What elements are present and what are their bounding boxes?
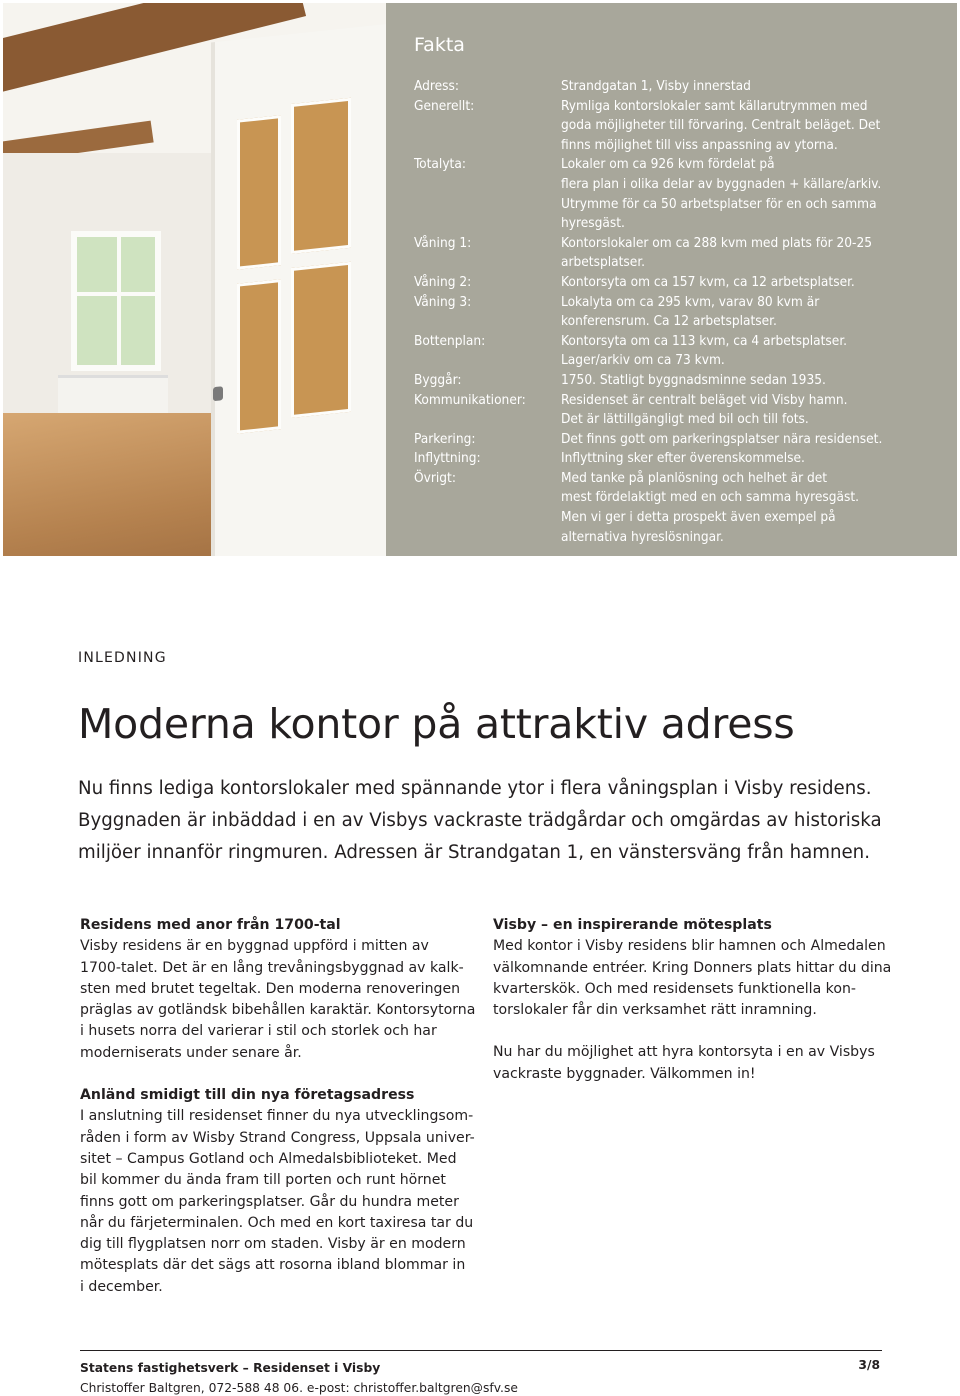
fact-row-vaning-2 [414, 273, 954, 293]
text-line: moderniserats under senare år. [80, 1044, 302, 1061]
fact-label: Kommunikationer: [414, 391, 526, 408]
door-pane [237, 115, 281, 270]
fact-value [561, 273, 954, 293]
text-line: sitet – Campus Gotland och Almedalsbiblioteket. Med [80, 1150, 457, 1167]
interior-photo [3, 3, 386, 556]
fact-value-line: konferensrum. Ca 12 arbetsplatser. [561, 313, 777, 330]
fact-label: Bottenplan: [414, 332, 486, 349]
fact-value [561, 391, 954, 430]
text-line: i december. [80, 1278, 163, 1295]
fact-value-line: Inflyttning sker efter överenskommelse. [561, 450, 805, 467]
photo-door [211, 24, 386, 556]
fact-label: Inflyttning: [414, 450, 481, 467]
fakta-title: Fakta [414, 34, 465, 56]
fact-value-line: mest fördelaktigt med en och samma hyresgäst. [561, 489, 860, 506]
fact-value-line: Lager/arkiv om ca 73 kvm. [561, 352, 725, 369]
fact-value [561, 449, 954, 469]
fact-row-adress [414, 77, 954, 97]
fact-value-line: hyresgäst. [561, 215, 625, 232]
footer [80, 1358, 518, 1396]
fakta-panel [386, 3, 957, 556]
text-line: 1700-talet. Det är en lång trevåningsbyggnad av kalk- [80, 959, 464, 976]
text-line: präglas av gotländsk bibehållen karaktär. Kontorsytorna [80, 1002, 476, 1019]
text-line: dig till flygplatsen norr om staden. Visby är en modern [80, 1236, 466, 1253]
ingress-line: miljöer innanför ringmuren. Adressen är Strandgatan 1, en vänstersväng från hamnen. [78, 842, 870, 863]
text-line: vackraste byggnader. Välkommen in! [493, 1065, 756, 1082]
footer-title: Statens fastighetsverk – Residenset i Visby [80, 1361, 381, 1375]
text-line: kvarterskök. Och med residensets funktionella kon- [493, 980, 856, 997]
page-number: 3/8 [858, 1358, 880, 1372]
article-block [80, 915, 475, 1064]
fact-value-line: Det finns gott om parkeringsplatser nära residenset. [561, 430, 883, 447]
door-handle [213, 386, 223, 401]
fact-row-totalyta [414, 155, 954, 233]
right-column [493, 915, 892, 1106]
section-label: INLEDNING [78, 650, 167, 666]
fact-value [561, 155, 954, 233]
fact-value-line: arbetsplatser. [561, 254, 645, 271]
photo-radiator [58, 375, 168, 415]
article-block [493, 915, 892, 1021]
fact-label: Totalyta: [414, 156, 466, 173]
fact-value [561, 332, 954, 371]
text-line: mötesplats där det sägs att rosorna ibland blommar in [80, 1257, 466, 1274]
fact-value-line: Residenset är centralt beläget vid Visby hamn. [561, 391, 848, 408]
fact-value-line: flera plan i olika delar av byggnaden + källare/arkiv. [561, 175, 882, 192]
fact-value-line: alternativa hyreslösningar. [561, 528, 724, 545]
door-pane [291, 98, 351, 254]
left-column [80, 915, 475, 1319]
page-title: Moderna kontor på attraktiv adress [78, 700, 795, 748]
fact-value-line: Kontorsyta om ca 157 kvm, ca 12 arbetsplatser. [561, 273, 855, 290]
fact-value-line: Strandgatan 1, Visby innerstad [561, 78, 751, 94]
fact-label: Generellt: [414, 97, 475, 114]
fact-value-line: Men vi ger i detta prospekt även exempel på [561, 509, 836, 526]
text-line: torslokaler får din verksamhet rätt inramning. [493, 1002, 817, 1019]
door-pane [291, 262, 351, 418]
text-line: Visby residens är en byggnad uppförd i mitten av [80, 938, 429, 955]
fact-value-line: Kontorsyta om ca 113 kvm, ca 4 arbetsplatser. [561, 332, 847, 349]
fact-row-bottenplan [414, 332, 954, 371]
fact-value-line: Utrymme för ca 50 arbetsplatser för en och samma [561, 195, 877, 212]
fact-label: Våning 1: [414, 234, 472, 251]
fact-label: Parkering: [414, 430, 476, 447]
ingress-line: Byggnaden är inbäddad i en av Visbys vackraste trädgårdar och omgärdas av historiska [78, 810, 882, 831]
fact-row-parkering [414, 430, 954, 450]
fact-row-kommunikationer [414, 391, 954, 430]
fact-value [561, 430, 954, 450]
text-line: når du färjeterminalen. Och med en kort taxiresa tar du [80, 1214, 474, 1231]
fakta-list [414, 77, 954, 547]
block-text [80, 936, 475, 1064]
text-line: I anslutning till residenset finner du nya utvecklingsom- [80, 1108, 474, 1125]
door-pane [237, 279, 281, 434]
block-heading: Visby – en inspirerande mötesplats [493, 917, 772, 933]
text-line: bil kommer du ända fram till porten och runt hörnet [80, 1172, 446, 1189]
fact-row-vaning-3 [414, 293, 954, 332]
block-heading: Anländ smidigt till din nya företagsadress [80, 1087, 415, 1104]
fact-value [561, 469, 954, 547]
article-block [493, 1042, 888, 1085]
fact-label: Våning 2: [414, 273, 472, 290]
fact-value-line: Med tanke på planlösning och helhet är det [561, 469, 828, 486]
ingress-paragraph [78, 773, 898, 869]
block-heading: Residens med anor från 1700-tal [80, 917, 341, 933]
fact-value [561, 234, 954, 273]
fact-value-line: Rymliga kontorslokaler samt källarutrymmen med [561, 97, 868, 114]
fact-value-line: finns möjlighet till viss anpassning av ytorna. [561, 136, 838, 153]
block-text [493, 1042, 888, 1085]
fact-row-byggar [414, 371, 954, 391]
text-line: sten med brutet tegeltak. Den moderna renoveringen [80, 980, 461, 997]
text-line: finns gott om parkeringsplatser. Går du hundra meter [80, 1193, 459, 1210]
fact-value-line: Lokalyta om ca 295 kvm, varav 80 kvm är [561, 293, 820, 310]
fact-label: Våning 3: [414, 293, 472, 310]
fact-row-inflyttning [414, 449, 954, 469]
fact-value [561, 97, 954, 156]
text-line: i husets norra del varierar i stil och storlek och har [80, 1023, 437, 1040]
fact-label: Adress: [414, 78, 460, 94]
text-line: råden i form av Wisby Strand Congress, Uppsala univer- [80, 1129, 475, 1146]
fact-value-line: Det är lättillgängligt med bil och till fots. [561, 411, 809, 428]
ingress-line: Nu finns lediga kontorslokaler med spännande ytor i flera våningsplan i Visby residens. [78, 778, 872, 799]
text-line: Med kontor i Visby residens blir hamnen och Almedalen [493, 938, 886, 955]
fact-row-generellt [414, 97, 954, 156]
text-line: välkomnande entréer. Kring Donners plats hittar du dina [493, 959, 892, 976]
block-text [80, 1106, 475, 1298]
fact-value-line: Lokaler om ca 926 kvm fördelat på [561, 156, 775, 173]
photo-window [71, 231, 161, 371]
fact-value [561, 293, 954, 332]
fact-value-line: 1750. Statligt byggnadsminne sedan 1935. [561, 371, 826, 388]
fact-row-vaning-1 [414, 234, 954, 273]
block-text [493, 936, 892, 1021]
fact-label: Byggår: [414, 371, 462, 388]
footer-divider [80, 1350, 882, 1351]
fact-value [561, 371, 954, 391]
footer-contact: Christoffer Baltgren, 072-588 48 06. e-post: christoffer.baltgren@sfv.se [80, 1381, 518, 1395]
fact-label: Övrigt: [414, 469, 456, 486]
fact-value-line: Kontorslokaler om ca 288 kvm med plats för 20-25 [561, 234, 873, 251]
fact-row-ovrigt [414, 469, 954, 547]
fact-value [561, 77, 954, 97]
text-line: Nu har du möjlighet att hyra kontorsyta i en av Visbys [493, 1044, 875, 1061]
article-block [80, 1085, 475, 1298]
fact-value-line: goda möjligheter till förvaring. Centralt beläget. Det [561, 117, 881, 134]
